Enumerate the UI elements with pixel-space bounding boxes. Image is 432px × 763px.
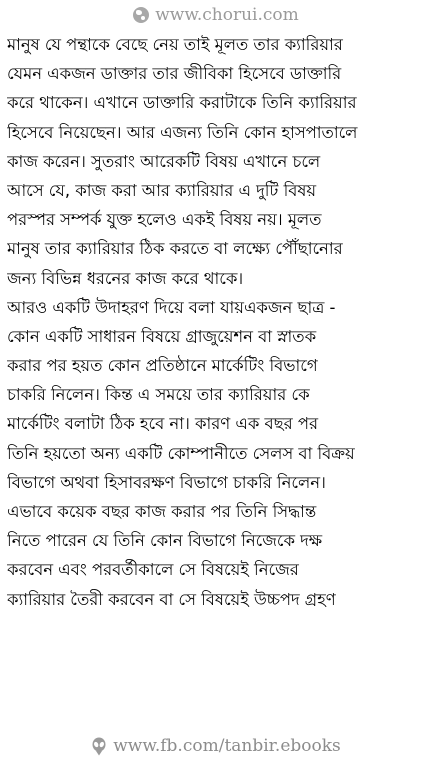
globe-icon xyxy=(133,7,149,23)
text-line: বিভাগে অথবা হিসাবরক্ষণ বিভাগে চাকরি নিলেন। xyxy=(7,472,326,492)
text-line: করার পর হয়ত কোন প্রতিষ্ঠানে মার্কেটিং বিভাগে xyxy=(7,356,318,376)
text-line: করবেন এবং পরবর্তীকালে সে বিষয়েই নিজের xyxy=(7,560,299,580)
footer-watermark xyxy=(0,733,432,759)
text-line: নিতে পারেন যে তিনি কোন বিভাগে নিজেকে দক্ষ xyxy=(7,531,323,551)
alien-icon xyxy=(91,737,107,756)
header-watermark xyxy=(0,2,432,28)
text-line: কাজ করেন। সুতরাং আরেকটি বিষয় এখানে চলে xyxy=(7,151,321,171)
text-line: মানুষ যে পন্থাকে বেছে নেয় তাই মূলত তার ক্যারিয়ার xyxy=(7,35,343,54)
text-line: তিনি হয়তো অন্য একটি কোম্পানীতে সেলস বা বিক্রয় xyxy=(7,443,355,463)
text-line: হিসেবে নিয়েছেন। আর এজন্য তিনি কোন হাসপাতালে xyxy=(7,122,358,142)
text-line: করে থাকেন। এখানে ডাক্তারি করাটাকে তিনি ক্যারিয়ার xyxy=(7,93,357,113)
text-line: কোন একটি সাধারন বিষয়ে গ্রাজুয়েশন বা স্নাতক xyxy=(7,326,317,346)
footer-url: www.fb.com/tanbir.ebooks xyxy=(113,736,341,756)
text-line: পরস্পর সম্পর্ক যুক্ত হলেও একই বিষয় নয়। মূলত xyxy=(7,210,322,230)
header-url: www.chorui.com xyxy=(155,5,299,25)
text-line: চাকরি নিলেন। কিন্ত এ সময়ে তার ক্যারিয়ার কে xyxy=(7,385,310,405)
text-line: আরও একটি উদাহরণ দিয়ে বলা যায়একজন ছাত্র - xyxy=(7,297,336,317)
text-line: এভাবে কয়েক বছর কাজ করার পর তিনি সিদ্ধান্ত xyxy=(7,502,317,521)
text-line: মার্কেটিং বলাটা ঠিক হবে না। কারণ এক বছর পর xyxy=(7,414,318,434)
text-line: যেমন একজন ডাক্তার তার জীবিকা হিসেবে ডাক্তারি xyxy=(7,64,342,84)
text-line: মানুষ তার ক্যারিয়ার ঠিক করতে বা লক্ষ্যে পৌঁছানোর xyxy=(7,239,343,259)
text-line: ক্যারিয়ার তৈরী করবেন বা সে বিষয়েই উচ্চপদ গ্রহণ xyxy=(7,589,336,609)
text-line: আসে যে, কাজ করা আর ক্যারিয়ার এ দুটি বিষয় xyxy=(7,180,317,200)
text-line: জন্য বিভিন্ন ধরনের কাজ করে থাকে। xyxy=(7,268,244,288)
page-body-text xyxy=(7,30,427,730)
